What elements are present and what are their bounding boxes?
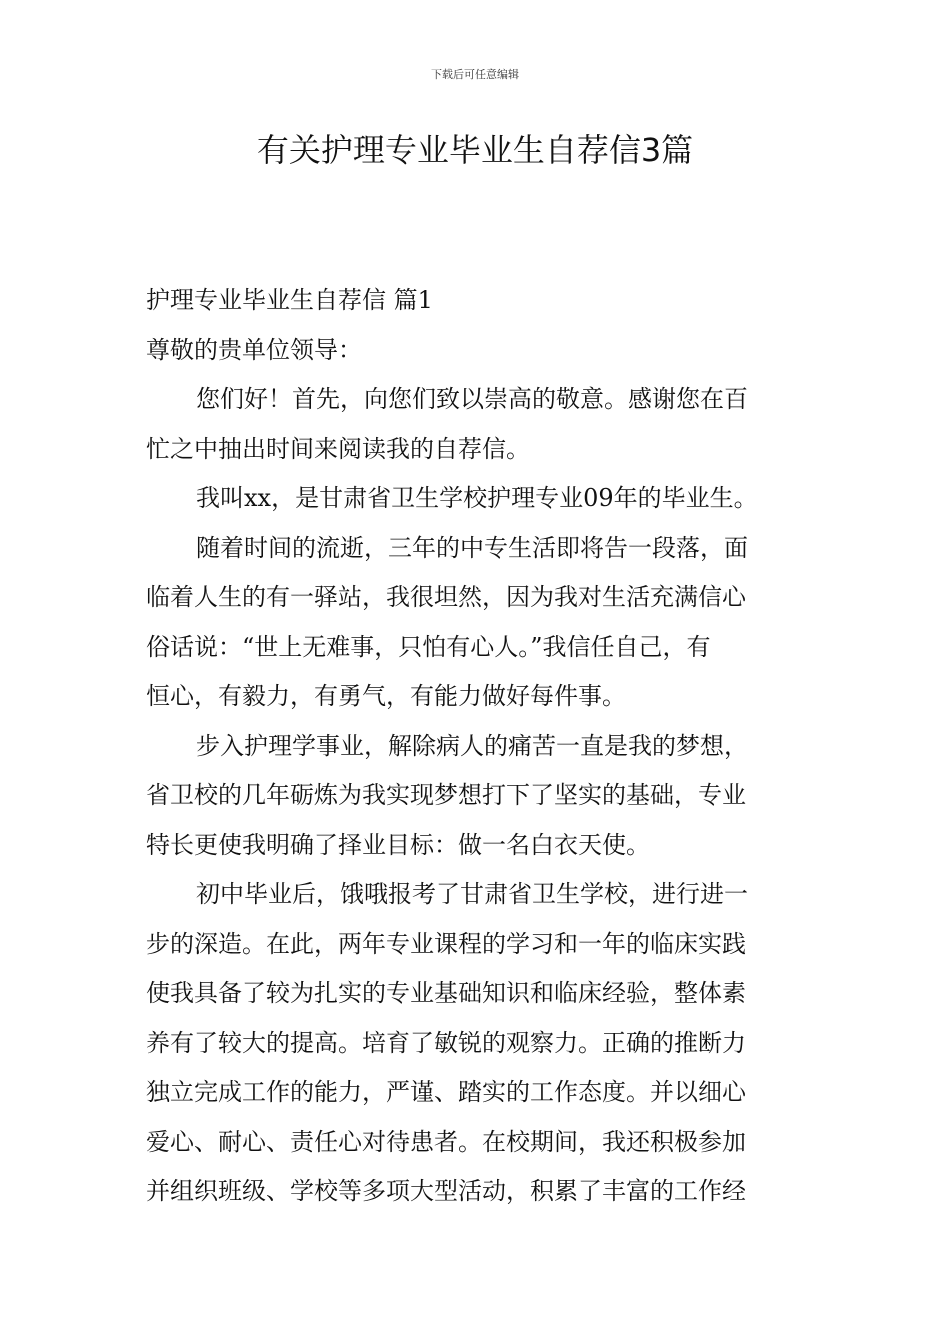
header-note: 下载后可任意编辑 xyxy=(431,68,519,81)
text-line: 省卫校的几年砺炼为我实现梦想打下了坚实的基础，专业 xyxy=(146,781,746,809)
text-line: 忙之中抽出时间来阅读我的自荐信。 xyxy=(146,434,530,463)
text-line: 临着人生的有一驿站，我很坦然，因为我对生活充满信心 xyxy=(146,583,746,611)
text-line: 独立完成工作的能力，严谨、踏实的工作态度。并以细心 xyxy=(146,1078,746,1106)
text-line: 养有了较大的提高。培育了敏锐的观察力。正确的推断力 xyxy=(146,1028,746,1057)
text-line: 使我具备了较为扎实的专业基础知识和临床经验，整体素 xyxy=(146,979,746,1007)
text-line: 随着时间的流逝，三年的中专生活即将告一段落，面 xyxy=(196,533,748,562)
text-line: 特长更使我明确了择业目标：做一名白衣天使。 xyxy=(146,830,650,859)
text-line: 恒心，有毅力，有勇气，有能力做好每件事。 xyxy=(146,682,626,710)
text-line: 我叫xx，是甘肃省卫生学校护理专业09年的毕业生。 xyxy=(196,484,758,512)
document-title: 有关护理专业毕业生自荐信3篇 xyxy=(256,131,694,169)
text-line: 并组织班级、学校等多项大型活动，积累了丰富的工作经 xyxy=(146,1177,746,1205)
text-line: 护理专业毕业生自荐信 篇1 xyxy=(146,286,433,314)
text-line: 爱心、耐心、责任心对待患者。在校期间，我还积极参加 xyxy=(146,1127,746,1156)
text-line: 尊敬的贵单位领导： xyxy=(146,335,362,364)
letter-body xyxy=(146,276,808,1217)
text-line: 您们好！首先，向您们致以崇高的敬意。感谢您在百 xyxy=(196,385,748,413)
text-line: 初中毕业后，饿哦报考了甘肃省卫生学校，进行进一 xyxy=(196,880,748,908)
text-line: 步的深造。在此，两年专业课程的学习和一年的临床实践 xyxy=(146,929,746,958)
text-line: 俗话说：“世上无难事，只怕有心人。”我信任自己，有 xyxy=(146,632,711,661)
text-line: 步入护理学事业，解除病人的痛苦一直是我的梦想， xyxy=(196,731,748,760)
